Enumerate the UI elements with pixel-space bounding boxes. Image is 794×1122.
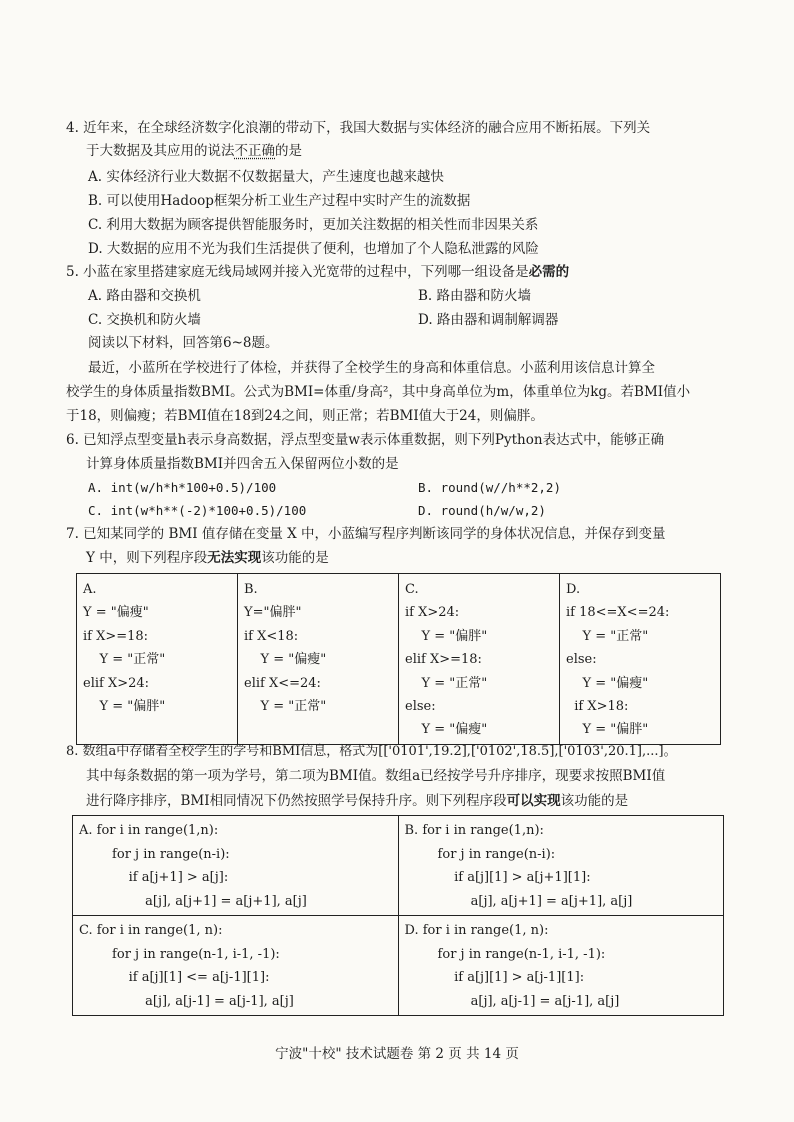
q8-stem-line1: 8. 数组a中存储着全校学生的学号和BMI信息，格式为[['0101',19.2],['0102',18.5],['0103',20.1],...]。 xyxy=(66,744,677,759)
reading-line-1: 最近，小蓝所在学校进行了体检，并获得了全校学生的身高和体重信息。小蓝利用该信息计算全 xyxy=(88,360,655,376)
q8-option-a-code: A. for i in range(1,n): for j in range(n-i): if a[j+1] > a[j]: a[j], a[j+1] = a[j+1], a[j] xyxy=(79,823,307,909)
q5-stem-text: 5. 小蓝在家里搭建家庭无线局域网并接入光宽带的过程中，下列哪一组设备是 xyxy=(66,264,529,280)
q7-option-b-code: B. Y="偏胖" if X<18: Y = "偏瘦" elif X<=24: Y = "正常" xyxy=(244,582,327,715)
q7-stem-line2 xyxy=(86,549,329,567)
q5-option-d: D. 路由器和调制解调器 xyxy=(418,312,559,328)
q8-stem-line2: 其中每条数据的第一项为学号，第二项为BMI值。数组a已经按学号升序排序，现要求按照BMI值 xyxy=(86,768,666,784)
reading-intro: 阅读以下材料，回答第6~8题。 xyxy=(88,335,279,351)
q7-stem-pre: Y 中，则下列程序段 xyxy=(86,550,208,566)
page-footer: 宁波"十校" 技术试题卷 第 2 页 共 14 页 xyxy=(275,1046,519,1062)
q8-stem-line3 xyxy=(86,792,628,810)
q5-stem-emphasis: 必需的 xyxy=(528,264,570,280)
q8-option-c-code: C. for i in range(1, n): for j in range(n-1, i-1, -1): if a[j][1] <= a[j-1][1]: a[j], a[j-1] = a[j-1], a[j] xyxy=(79,923,294,1009)
q7-option-c-code: C. if X>24: Y = "偏胖" elif X>=18: Y = "正常" else: Y = "偏瘦" xyxy=(405,582,488,738)
q7-stem-emphasis: 无法实现 xyxy=(207,550,262,566)
q8-option-b xyxy=(398,816,724,916)
q7-stem-line1: 7. 已知某同学的 BMI 值存储在变量 X 中，小蓝编写程序判断该同学的身体状况信息，并保存到变量 xyxy=(66,526,666,542)
q6-option-b: B. round(w//h**2,2) xyxy=(418,480,561,495)
q4-option-d: D. 大数据的应用不光为我们生活提供了便利，也增加了个人隐私泄露的风险 xyxy=(88,241,539,257)
q8-options-table xyxy=(72,815,724,1016)
q7-option-b xyxy=(238,574,399,745)
q5-option-b: B. 路由器和防火墙 xyxy=(418,288,532,304)
q6-stem-line1: 6. 已知浮点型变量h表示身高数据，浮点型变量w表示体重数据，则下列Python表达式中，能够正确 xyxy=(66,432,665,448)
q4-stem-pre: 于大数据及其应用的说法 xyxy=(86,143,235,159)
q8-option-d xyxy=(398,916,724,1016)
q8-option-a xyxy=(73,816,399,916)
q5-stem xyxy=(66,263,569,281)
q6-stem-line2: 计算身体质量指数BMI并四舍五入保留两位小数的是 xyxy=(86,456,399,472)
q7-options-table xyxy=(76,573,721,745)
q4-stem-post: 的是 xyxy=(275,143,302,159)
q6-option-c: C. int(w*h**(-2)*100+0.5)/100 xyxy=(88,503,307,518)
q4-option-a: A. 实体经济行业大数据不仅数据量大，产生速度也越来越快 xyxy=(88,169,444,185)
q7-option-d xyxy=(560,574,721,745)
q8-option-c xyxy=(73,916,399,1016)
q8-option-d-code: D. for i in range(1, n): for j in range(n-1, i-1, -1): if a[j][1] > a[j-1][1]: a[j], a[j-1] = a[j-1], a[j] xyxy=(404,923,620,1009)
q8-stem-pre: 进行降序排序，BMI相同情况下仍然按照学号保持升序。则下列程序段 xyxy=(86,793,507,809)
q7-option-d-code: D. if 18<=X<=24: Y = "正常" else: Y = "偏瘦" if X>18: Y = "偏胖" xyxy=(566,582,670,738)
q6-option-d: D. round(h/w/w,2) xyxy=(418,503,546,518)
q7-stem-post: 该功能的是 xyxy=(261,550,329,566)
q8-stem-post: 该功能的是 xyxy=(560,793,629,809)
q7-option-a-code: A. Y = "偏瘦" if X>=18: Y = "正常" elif X>24: Y = "偏胖" xyxy=(83,582,166,715)
q8-stem-emphasis: 可以实现 xyxy=(506,793,561,809)
q7-option-c xyxy=(399,574,560,745)
q4-stem-line2 xyxy=(86,142,302,160)
q4-stem-line1: 4. 近年来，在全球经济数字化浪潮的带动下，我国大数据与实体经济的融合应用不断拓展。下列关 xyxy=(66,120,651,136)
q4-option-b: B. 可以使用Hadoop框架分析工业生产过程中实时产生的流数据 xyxy=(88,193,471,209)
reading-line-3: 于18，则偏瘦；若BMI值在18到24之间，则正常；若BMI值大于24，则偏胖。 xyxy=(66,408,544,424)
q4-stem-emphasis: 不正确 xyxy=(234,143,275,159)
q8-option-b-code: B. for i in range(1,n): for j in range(n-i): if a[j][1] > a[j+1][1]: a[j], a[j+1] = a[j+1], a[j] xyxy=(404,823,633,909)
q6-option-a: A. int(w/h*h*100+0.5)/100 xyxy=(88,480,277,495)
q5-option-c: C. 交换机和防火墙 xyxy=(88,312,201,328)
q5-option-a: A. 路由器和交换机 xyxy=(88,288,201,304)
reading-line-2: 校学生的身体质量指数BMI。公式为BMI=体重/身高²，其中身高单位为m，体重单位为kg。若BMI值小 xyxy=(66,384,691,400)
q7-option-a xyxy=(77,574,238,745)
q4-option-c: C. 利用大数据为顾客提供智能服务时，更加关注数据的相关性而非因果关系 xyxy=(88,217,539,233)
